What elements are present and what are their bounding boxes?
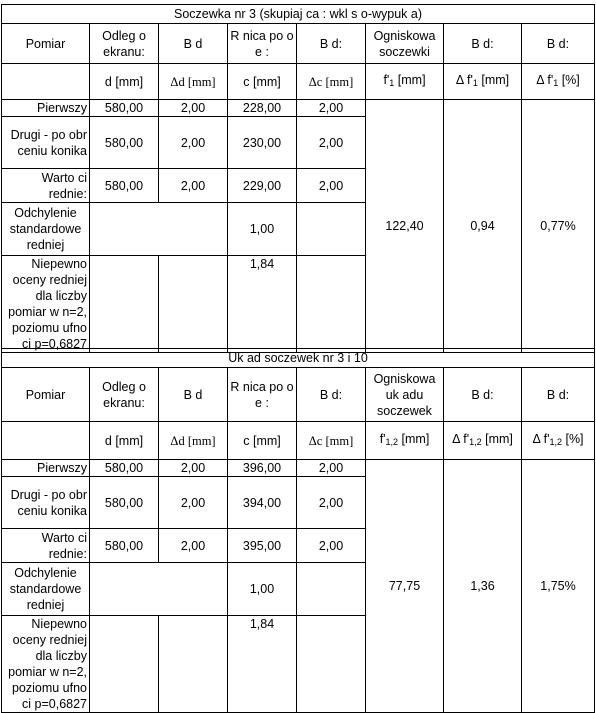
cell-dd: 2,00	[159, 169, 228, 203]
cell-d: 580,00	[90, 100, 159, 117]
cell-dc: 2,00	[297, 529, 366, 563]
header-screen-distance: Odleg o ekranu:	[90, 24, 159, 64]
std-blank	[297, 203, 366, 256]
unit-c: c [mm]	[228, 422, 297, 460]
std-label: Odchylenie standardowe redniej	[2, 203, 90, 256]
std-blank	[90, 203, 228, 256]
header-focal-length: Ogniskowa uk adu soczewek	[366, 368, 444, 422]
cell-dc: 2,00	[297, 477, 366, 529]
cell-c: 394,00	[228, 477, 297, 529]
uncertainty-c: 1,84	[228, 616, 297, 713]
row-label: Drugi - po obr ceniu konika	[2, 477, 90, 529]
unit-f: $f'_{1,2}$ [mm]	[366, 422, 444, 460]
cell-c: 229,00	[228, 169, 297, 203]
result-focal-error-percent: 0,77%	[522, 100, 595, 353]
cell-c: 396,00	[228, 460, 297, 477]
unit-delta-f-percent: Δ $f'_{1,2}$ [%]	[522, 422, 595, 460]
std-label: Odchylenie standardowe redniej	[2, 563, 90, 616]
lens-3-table	[1, 4, 595, 353]
row-label: Warto ci rednie:	[2, 169, 90, 203]
unit-c: c [mm]	[228, 64, 297, 100]
unit-delta-d: Δd [mm]	[159, 422, 228, 460]
unit-delta-f: Δ $f'_{1,2}$ [mm]	[444, 422, 522, 460]
row-label: Warto ci rednie:	[2, 529, 90, 563]
cell-dc: 2,00	[297, 117, 366, 169]
cell-c: 230,00	[228, 117, 297, 169]
header-error-percent: B d:	[522, 368, 595, 422]
table-title: Uk ad soczewek nr 3 i 10	[2, 349, 595, 368]
cell-d: 580,00	[90, 169, 159, 203]
header-error: B d:	[444, 368, 522, 422]
cell-d: 580,00	[90, 460, 159, 477]
unit-d: d [mm]	[90, 422, 159, 460]
cell-c: 228,00	[228, 100, 297, 117]
cell-dd: 2,00	[159, 477, 228, 529]
cell-dc: 2,00	[297, 100, 366, 117]
lens-system-table	[1, 348, 595, 713]
std-c: 1,00	[228, 203, 297, 256]
unit-delta-f-percent: Δ $f'_1$ [%]	[522, 64, 595, 100]
unit-blank	[2, 422, 90, 460]
table-title: Soczewka nr 3 (skupiaj ca : wkl s o-wypuk a)	[2, 5, 595, 24]
std-blank	[297, 563, 366, 616]
cell-c: 395,00	[228, 529, 297, 563]
result-focal-length: 77,75	[366, 460, 444, 713]
header-error: B d:	[444, 24, 522, 64]
cell-d: 580,00	[90, 117, 159, 169]
unit-d: d [mm]	[90, 64, 159, 100]
cell-dd: 2,00	[159, 529, 228, 563]
result-focal-error: 1,36	[444, 460, 522, 713]
uncertainty-label: Niepewno oceny redniej dla liczby pomiar w n=2, poziomu ufno ci p=0,6827	[2, 256, 90, 353]
cell-dd: 2,00	[159, 100, 228, 117]
header-screen-distance: Odleg o ekranu:	[90, 368, 159, 422]
uncertainty-c: 1,84	[228, 256, 297, 353]
result-focal-error-percent: 1,75%	[522, 460, 595, 713]
cell-dc: 2,00	[297, 460, 366, 477]
result-focal-error: 0,94	[444, 100, 522, 353]
uncertainty-blank	[159, 616, 228, 713]
unit-delta-d: Δd [mm]	[159, 64, 228, 100]
uncertainty-blank	[90, 256, 159, 353]
unit-blank	[2, 64, 90, 100]
header-position-difference: R nica po o e :	[228, 368, 297, 422]
cell-dd: 2,00	[159, 460, 228, 477]
header-error-percent: B d:	[522, 24, 595, 64]
row-label: Pierwszy	[2, 460, 90, 477]
uncertainty-blank	[297, 256, 366, 353]
unit-f: $f'_1$ [mm]	[366, 64, 444, 100]
row-label: Drugi - po obr ceniu konika	[2, 117, 90, 169]
uncertainty-blank	[159, 256, 228, 353]
header-error: B d	[159, 368, 228, 422]
unit-delta-c: Δc [mm]	[297, 64, 366, 100]
cell-d: 580,00	[90, 529, 159, 563]
header-position-difference: R nica po o e :	[228, 24, 297, 64]
cell-d: 580,00	[90, 477, 159, 529]
header-measurement: Pomiar	[2, 24, 90, 64]
header-error: B d	[159, 24, 228, 64]
cell-dd: 2,00	[159, 117, 228, 169]
row-label: Pierwszy	[2, 100, 90, 117]
uncertainty-label: Niepewno oceny redniej dla liczby pomiar w n=2, poziomu ufno ci p=0,6827	[2, 616, 90, 713]
header-error: B d:	[297, 368, 366, 422]
unit-delta-c: Δc [mm]	[297, 422, 366, 460]
unit-delta-f: Δ $f'_1$ [mm]	[444, 64, 522, 100]
std-c: 1,00	[228, 563, 297, 616]
uncertainty-blank	[297, 616, 366, 713]
cell-dc: 2,00	[297, 169, 366, 203]
header-focal-length: Ogniskowa soczewki	[366, 24, 444, 64]
std-blank	[90, 563, 228, 616]
uncertainty-blank	[90, 616, 159, 713]
header-measurement: Pomiar	[2, 368, 90, 422]
result-focal-length: 122,40	[366, 100, 444, 353]
header-error: B d:	[297, 24, 366, 64]
